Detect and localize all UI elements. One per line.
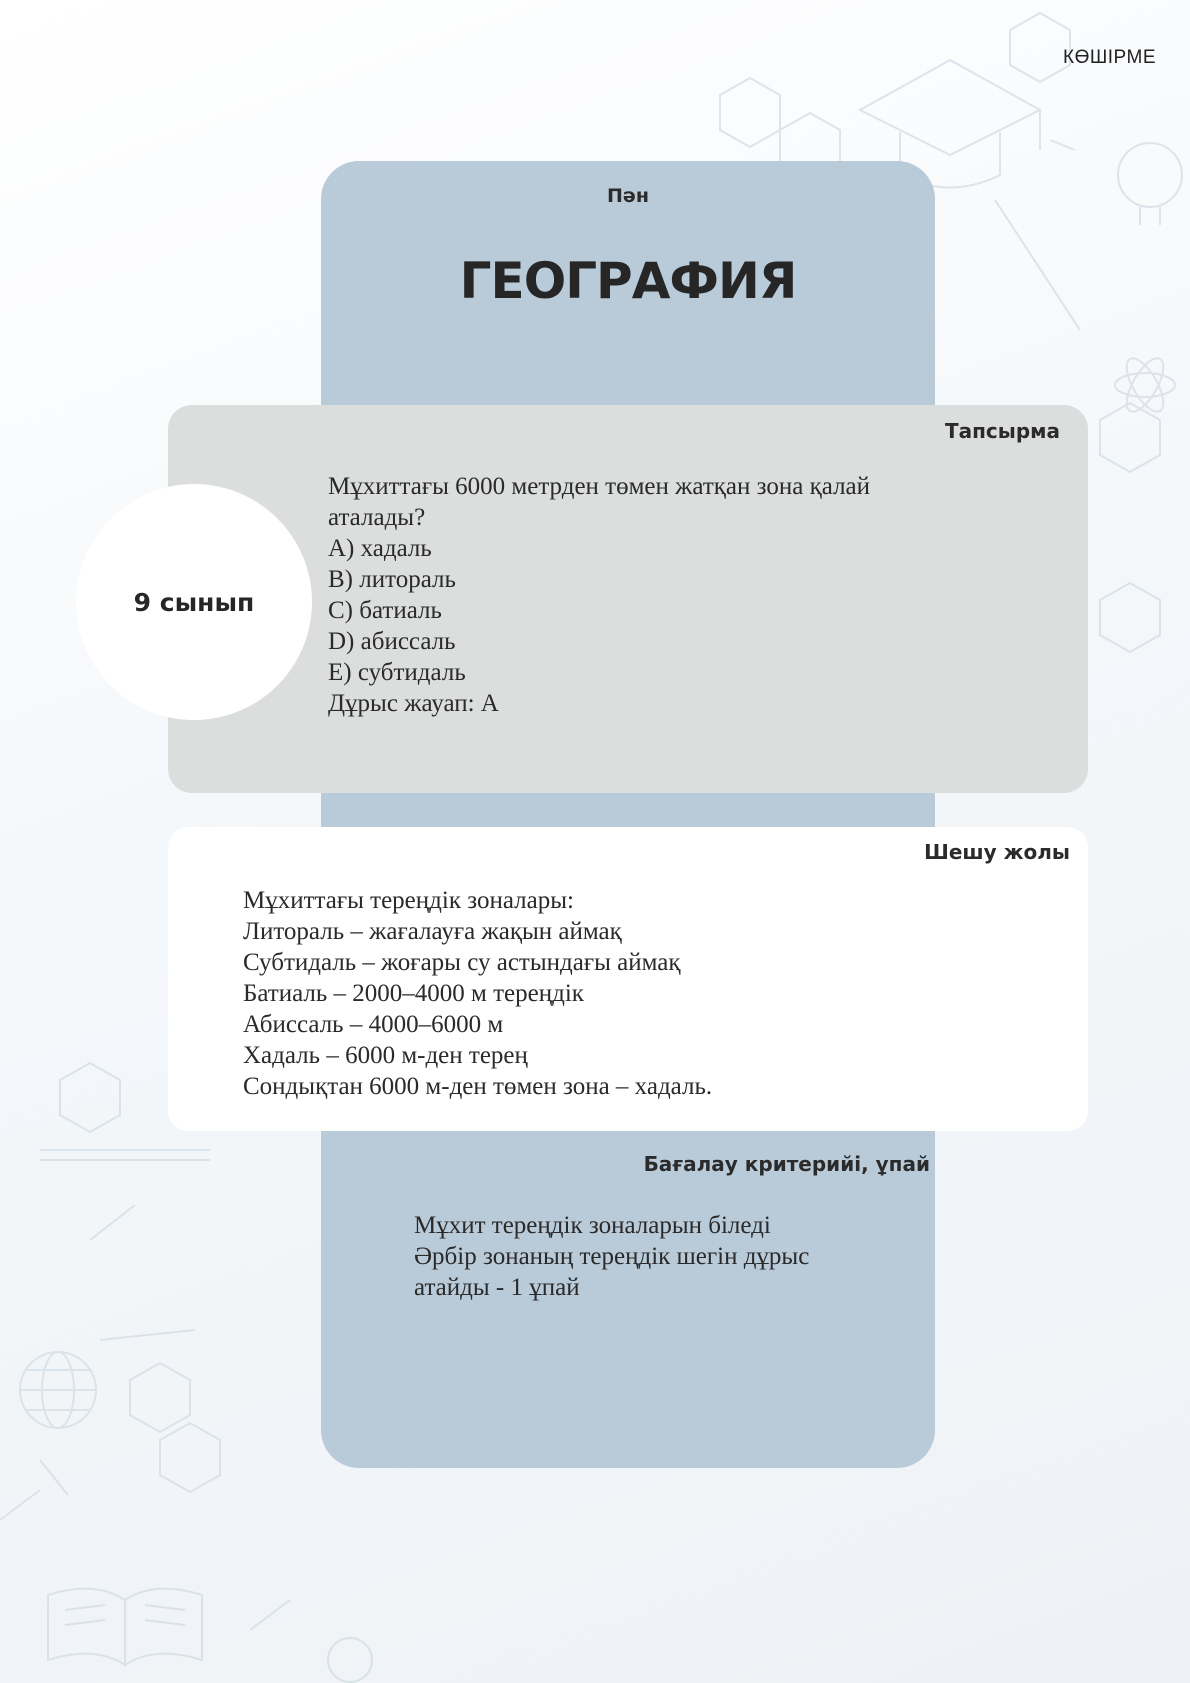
task-heading: Тапсырма bbox=[944, 419, 1060, 443]
copy-watermark: КӨШІРМЕ bbox=[1063, 47, 1156, 68]
task-line: аталады? bbox=[328, 504, 426, 531]
globe-icon bbox=[20, 1352, 96, 1428]
answer-option-b: B) литораль bbox=[328, 566, 456, 593]
answer-option-a: A) хадаль bbox=[328, 535, 432, 562]
solution-line: Субтидаль – жоғары су астындағы аймақ bbox=[243, 949, 681, 976]
magnifier-icon bbox=[328, 1638, 372, 1682]
lightbulb-icon bbox=[1118, 143, 1182, 225]
criteria-line: атайды - 1 ұпай bbox=[414, 1274, 580, 1301]
solution-conclusion: Сондықтан 6000 м-ден төмен зона – хадаль. bbox=[243, 1073, 713, 1100]
criteria-text bbox=[414, 1210, 884, 1303]
task-line: Мұхиттағы 6000 метрден төмен жатқан зона қалай bbox=[328, 473, 871, 500]
solution-card bbox=[168, 827, 1088, 1131]
task-text bbox=[328, 471, 968, 719]
answer-option-c: C) батиаль bbox=[328, 597, 442, 624]
criteria-line: Мұхит тереңдік зоналарын біледі bbox=[414, 1212, 771, 1239]
answer-option-d: D) абиссаль bbox=[328, 628, 456, 655]
correct-answer: Дұрыс жауап: A bbox=[328, 690, 499, 717]
criteria-line: Әрбір зонаның тереңдік шегін дұрыс bbox=[414, 1243, 810, 1270]
atom-icon bbox=[1115, 353, 1175, 417]
solution-line: Литораль – жағалауға жақын аймақ bbox=[243, 918, 622, 945]
subject-label: Пән bbox=[607, 185, 649, 207]
solution-line: Хадаль – 6000 м-ден терең bbox=[243, 1042, 528, 1069]
grade-label: 9 сынып bbox=[133, 587, 255, 617]
subject-title: ГЕОГРАФИЯ bbox=[459, 252, 797, 310]
criteria-heading: Бағалау критерийі, ұпай bbox=[643, 1152, 930, 1176]
solution-line: Мұхиттағы тереңдік зоналары: bbox=[243, 887, 574, 914]
solution-heading: Шешу жолы bbox=[924, 840, 1070, 864]
solution-line: Батиаль – 2000–4000 м тереңдік bbox=[243, 980, 584, 1007]
solution-text bbox=[243, 885, 1043, 1102]
open-book-icon bbox=[48, 1589, 202, 1665]
answer-option-e: E) субтидаль bbox=[328, 659, 466, 686]
grade-badge bbox=[76, 484, 312, 720]
solution-line: Абиссаль – 4000–6000 м bbox=[243, 1011, 504, 1038]
